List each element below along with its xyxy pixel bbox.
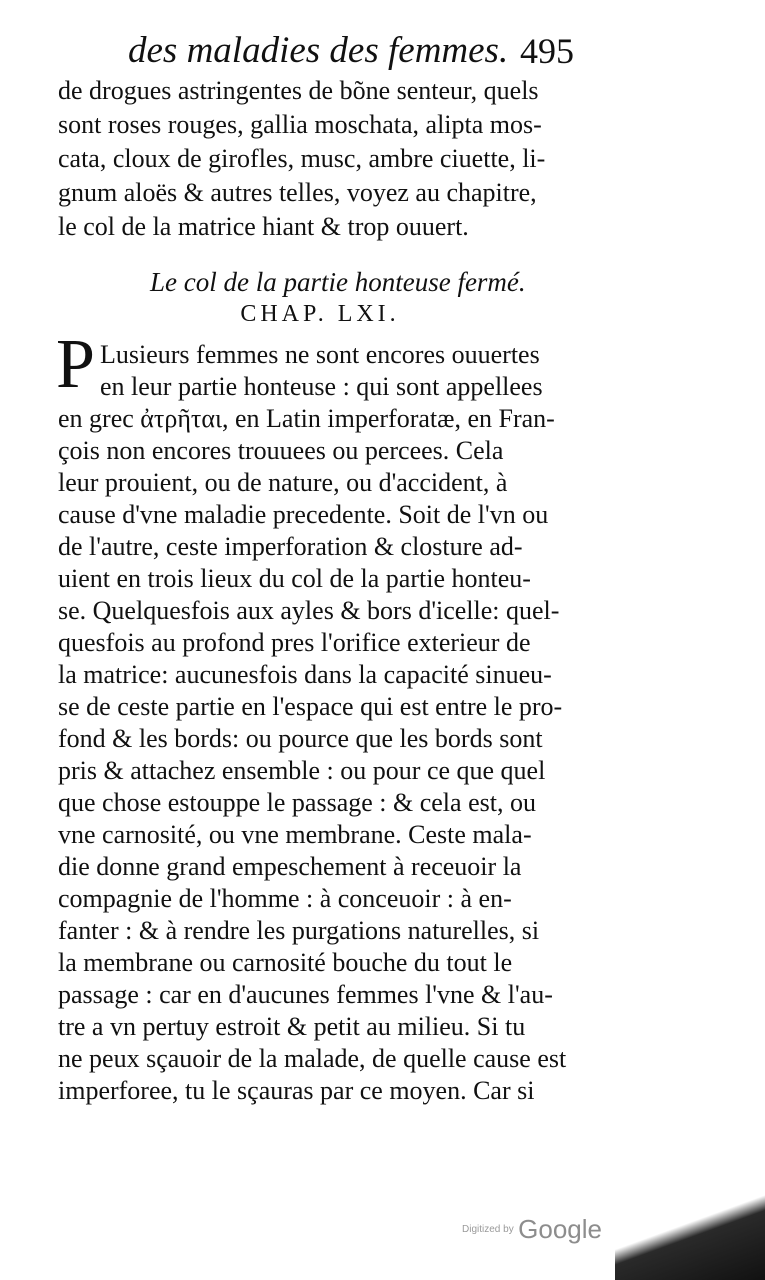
watermark-brand: Google bbox=[518, 1214, 602, 1244]
text-line: en grec ἀτρῆται, en Latin imperforatæ, en Fran- bbox=[58, 404, 555, 433]
text-line: cata, cloux de girofles, musc, ambre ciuette, li- bbox=[58, 144, 546, 173]
page-edge-shadow bbox=[615, 1180, 765, 1280]
digitization-watermark bbox=[462, 1214, 622, 1248]
chapter-number: CHAP. LXI. bbox=[240, 301, 400, 327]
text-line: de drogues astringentes de bõne senteur, quels bbox=[58, 76, 539, 105]
text-line: pris & attachez ensemble : ou pour ce que quel bbox=[58, 756, 546, 785]
text-line: passage : car en d'aucunes femmes l'vne & l'au- bbox=[58, 980, 553, 1009]
text-line: la matrice: aucunesfois dans la capacité sinueu- bbox=[58, 660, 552, 689]
text-line: fanter : & à rendre les purgations naturelles, si bbox=[58, 916, 540, 945]
text-line: quesfois au profond pres l'orifice exterieur de bbox=[58, 628, 531, 657]
watermark-prefix: Digitized by bbox=[462, 1224, 514, 1235]
text-line: çois non encores trouuees ou percees. Cela bbox=[58, 436, 504, 465]
text-line: tre a vn pertuy estroit & petit au milieu. Si tu bbox=[58, 1012, 526, 1041]
text-line: imperforee, tu le sçauras par ce moyen. Car si bbox=[58, 1076, 535, 1105]
text-line: se. Quelquesfois aux ayles & bors d'icelle: quel- bbox=[58, 596, 560, 625]
text-line: leur prouient, ou de nature, ou d'accident, à bbox=[58, 468, 508, 497]
text-line: compagnie de l'homme : à conceuoir : à en- bbox=[58, 884, 512, 913]
text-line: en leur partie honteuse : qui sont appellees bbox=[100, 372, 543, 401]
text-line: fond & les bords: ou pource que les bords sont bbox=[58, 724, 543, 753]
text-line: se de ceste partie en l'espace qui est entre le pro- bbox=[58, 692, 563, 721]
text-line: die donne grand empeschement à receuoir la bbox=[58, 852, 522, 881]
text-line: la membrane ou carnosité bouche du tout le bbox=[58, 948, 513, 977]
text-line: uient en trois lieux du col de la partie honteu- bbox=[58, 564, 531, 593]
text-line: que chose estouppe le passage : & cela est, ou bbox=[58, 788, 536, 817]
running-title: des maladies des femmes. bbox=[128, 30, 509, 71]
text-line: sont roses rouges, gallia moschata, alipta mos- bbox=[58, 110, 542, 139]
text-line: le col de la matrice hiant & trop ouuert. bbox=[58, 212, 469, 241]
drop-cap: P bbox=[56, 326, 95, 403]
text-line: vne carnosité, ou vne membrane. Ceste mala- bbox=[58, 820, 532, 849]
text-line: Lusieurs femmes ne sont encores ouuertes bbox=[100, 340, 540, 369]
text-line: cause d'vne maladie precedente. Soit de l'vn ou bbox=[58, 500, 549, 529]
text-line: gnum aloës & autres telles, voyez au chapitre, bbox=[58, 178, 537, 207]
text-line: de l'autre, ceste imperforation & closture ad- bbox=[58, 532, 523, 561]
page-number: 495 bbox=[520, 31, 574, 71]
text-line: ne peux sçauoir de la malade, de quelle cause est bbox=[58, 1044, 567, 1073]
chapter-subheading: Le col de la partie honteuse fermé. bbox=[150, 267, 526, 297]
